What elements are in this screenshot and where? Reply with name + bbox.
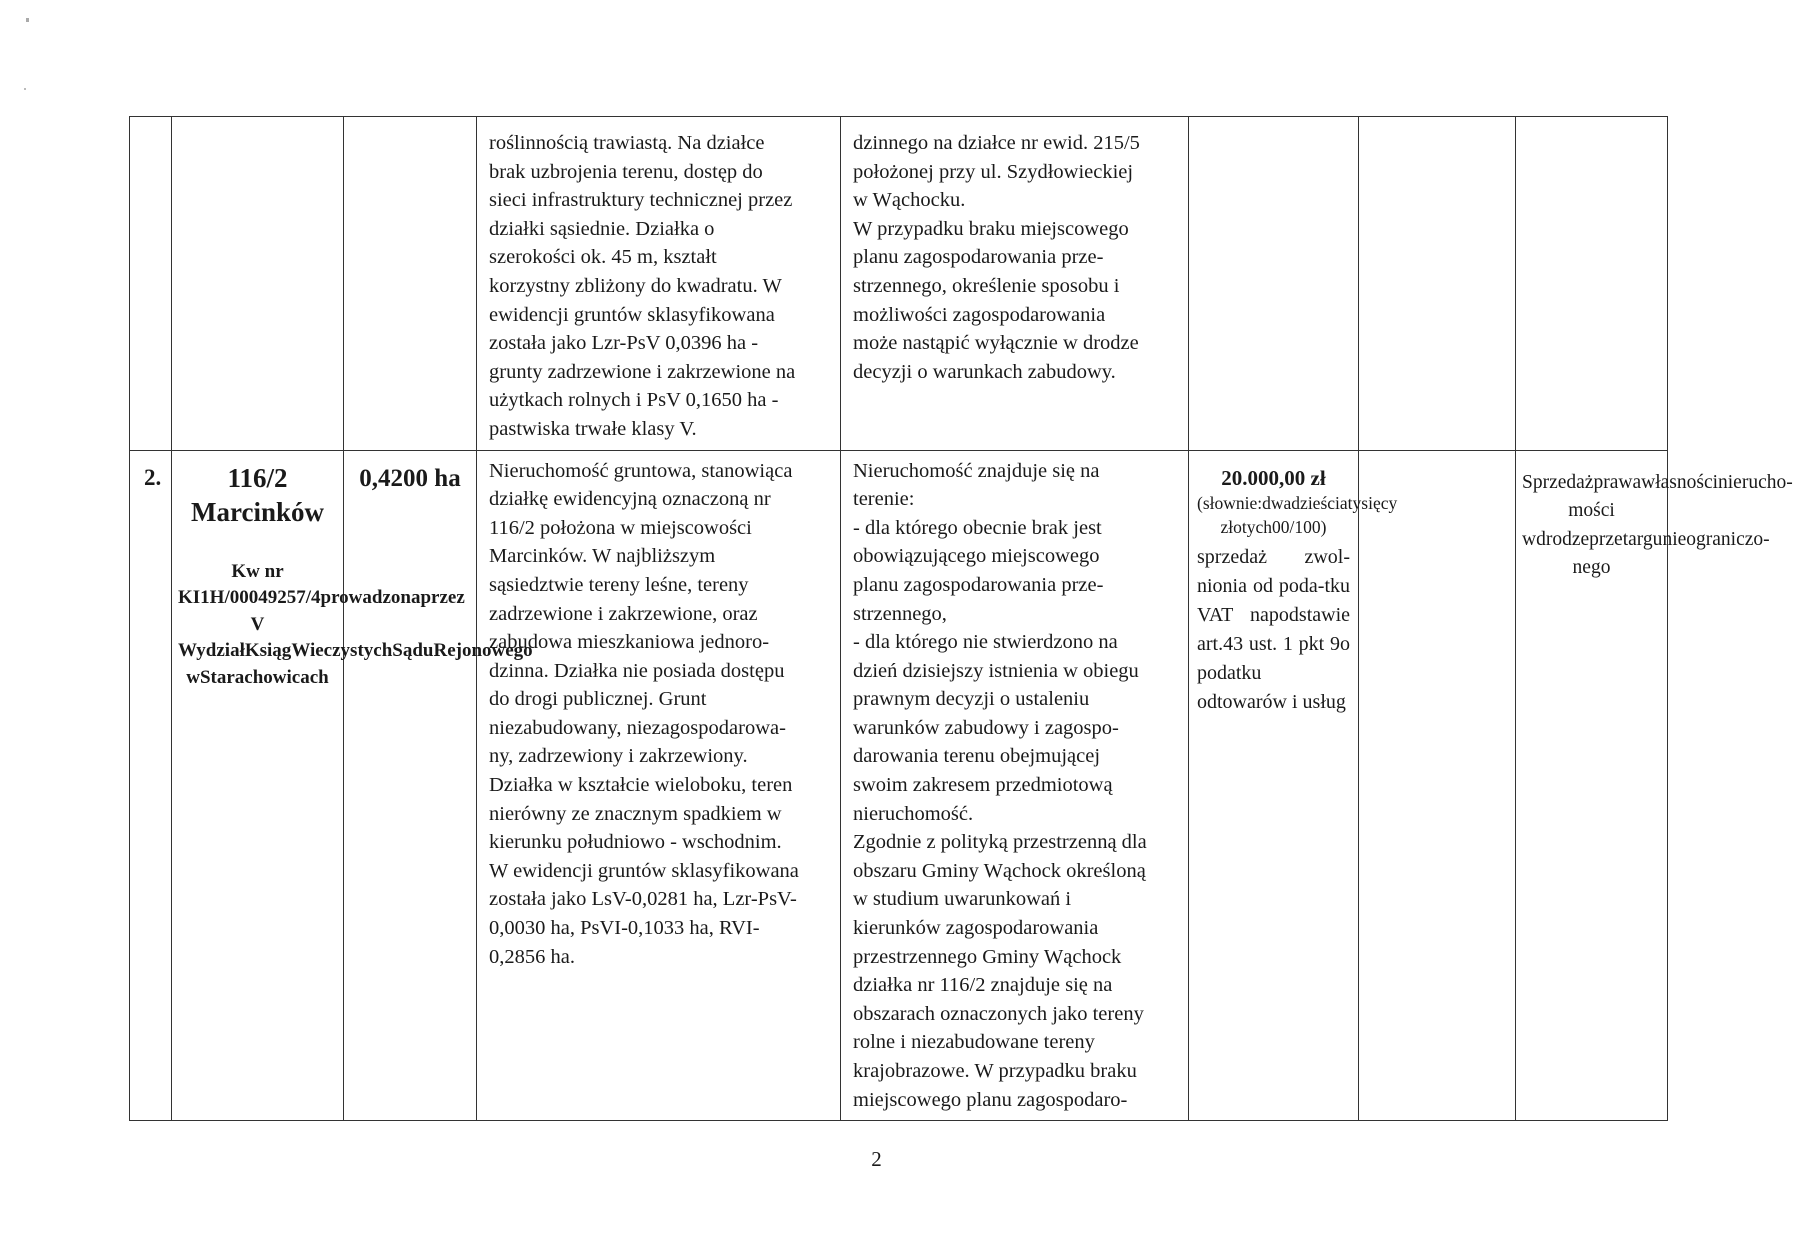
text-line: krajobrazowe. W przypadku braku [853, 1060, 1137, 1082]
scan-artifact [24, 88, 26, 90]
text-line: 0,0030 ha, PsVI-0,1033 ha, RVI- [489, 917, 760, 940]
text-line: Rejonowego w [186, 640, 533, 688]
text-line: kierunków zagospodarowania [853, 917, 1099, 940]
text-line: dzinna. Działka nie posiada dostępu [489, 659, 785, 682]
text-line: tysięcy złotych [1220, 492, 1398, 537]
text-line: - dla którego obecnie brak jest [853, 516, 1102, 539]
text-line: decyzji o warunkach zabudowy. [853, 360, 1116, 383]
text-line: nieograniczo- [1662, 528, 1770, 550]
text-line: 43 ust. 1 pkt 9 [1223, 632, 1340, 655]
text-line: Wieczystych [291, 640, 393, 662]
parcel-number: 116/2 [227, 462, 288, 493]
text-line: w studium uwarunkowań i [853, 888, 1072, 911]
text-line: 49257/4 [258, 587, 321, 609]
text-line: mości w [1522, 500, 1615, 550]
text-line: prawnym decyzji o ustaleniu [853, 688, 1090, 711]
text-line: 0,2856 ha. [489, 945, 575, 968]
text-line: darowania terenu obejmującej [853, 745, 1101, 768]
text-line: Nieruchomość znajduje się na [853, 459, 1100, 482]
text-line: w Wąchocku. [853, 189, 966, 212]
text-line: dzień dzisiejszy istnienia w obiegu [853, 659, 1139, 682]
text-line: grunty zadrzewione i zakrzewione na [489, 360, 796, 383]
number-cell [130, 450, 172, 1121]
text-line: może nastąpić wyłącznie w drodze [853, 332, 1139, 355]
text-line: towarów i usług [1217, 690, 1346, 713]
text-line: warunków zabudowy i zagospo- [853, 716, 1119, 739]
text-line: (słownie: [1197, 492, 1263, 513]
text-line: swoim zakresem przedmiotową [853, 774, 1113, 797]
text-line: obszarach oznaczonych jako tereny [853, 1002, 1144, 1025]
scan-artifact [26, 18, 29, 22]
text-line: dwadzieścia [1262, 492, 1348, 513]
text-line: podstawie art. [1197, 603, 1350, 655]
text-line: Sądu [392, 640, 434, 662]
description-text [477, 117, 840, 450]
price-block [1189, 451, 1398, 717]
text-line: dzinnego na działce nr ewid. 215/5 [853, 132, 1140, 154]
price-amount: 20.000,00 zł [1221, 465, 1326, 490]
text-line: możliwości zagospodarowania [853, 303, 1106, 326]
planning-cell [841, 450, 1189, 1121]
text-line: obowiązującego miejscowego [853, 545, 1100, 568]
text-line: działkę ewidencyjną oznaczoną nr [489, 488, 771, 511]
property-table [129, 116, 1793, 1121]
empty-cell [1359, 117, 1516, 451]
price-cell [1189, 117, 1359, 451]
text-line: pastwiska trwałe klasy V. [489, 417, 697, 440]
text-line: działki sąsiednie. Działka o [489, 217, 715, 240]
text-line: przetargu [1589, 528, 1663, 550]
area-cell [344, 117, 477, 451]
text-line: położonej przy ul. Szydłowieckiej [853, 160, 1134, 183]
text-line: rolne i niezabudowane tereny [853, 1031, 1095, 1054]
text-line: została jako Lzr-PsV 0,0396 ha - [489, 332, 759, 355]
price-in-words [1197, 491, 1398, 539]
text-line: planu zagospodarowania prze- [853, 246, 1104, 269]
text-line: Starachowicach [199, 666, 329, 688]
table-row [130, 117, 1668, 451]
text-line: kierunku południowo - wschodnim. [489, 831, 782, 854]
text-line: Marcinków. W najbliższym [489, 545, 716, 568]
table-row [130, 450, 1668, 1121]
text-line: o podatku od [1197, 632, 1350, 713]
text-line: brak uzbrojenia terenu, dostęp do [489, 160, 763, 183]
text-line: obszaru Gminy Wąchock określoną [853, 859, 1146, 882]
number-cell [130, 117, 172, 451]
text-line: nego [1572, 557, 1611, 579]
text-line: nionia od poda- [1197, 574, 1325, 597]
planning-cell [841, 117, 1189, 451]
text-line: Nieruchomość gruntowa, stanowiąca [489, 459, 793, 482]
row-number: 2. [144, 464, 162, 490]
planning-text [841, 117, 1188, 392]
text-line: przestrzennego Gminy Wąchock [853, 945, 1122, 968]
text-line: przez V Wydział [178, 587, 465, 662]
parcel-locality: Marcinków [191, 496, 324, 527]
text-line: strzennego, określenie sposobu i [853, 274, 1120, 297]
text-line: Działka w kształcie wieloboku, teren [489, 774, 793, 797]
text-line: 00/100) [1272, 516, 1327, 537]
text-line: drodze [1536, 528, 1590, 550]
text-line: sąsiedztwie tereny leśne, tereny [489, 573, 749, 596]
text-line: zadrzewione i zakrzewione, oraz [489, 602, 758, 625]
text-line: zabudowa mieszkaniowa jednoro- [489, 631, 770, 654]
text-line: Zgodnie z polityką przestrzenną dla [853, 831, 1147, 854]
text-line: działka nr 116/2 znajduje się na [853, 974, 1113, 997]
text-line: została jako LsV-0,0281 ha, Lzr-PsV- [489, 888, 797, 911]
parcel-cell [172, 117, 344, 451]
text-line: nieruchomość. [853, 802, 974, 825]
text-line: strzennego, [853, 602, 947, 625]
description-cell [477, 450, 841, 1121]
text-line: W przypadku braku miejscowego [853, 217, 1129, 240]
price-cell [1189, 450, 1398, 1121]
text-line: korzystny zbliżony do kwadratu. W [489, 274, 782, 297]
text-line: do drogi publicznej. Grunt [489, 688, 707, 711]
area-cell [344, 450, 477, 1121]
page-number: 2 [871, 1147, 882, 1171]
text-line: Ksiąg [244, 640, 292, 662]
text-line: sieci infrastruktury technicznej przez [489, 189, 793, 212]
text-line: prowadzona [320, 587, 421, 609]
text-line: Kw nr KI1H/000 [178, 560, 284, 609]
text-line: roślinnością trawiastą. Na działce [489, 132, 765, 154]
description-cell [477, 117, 841, 451]
text-line: Sprzedaż [1522, 471, 1594, 493]
empty-cell [1359, 450, 1516, 1121]
form-cell [1516, 450, 1793, 1121]
form-cell [1516, 117, 1668, 451]
text-line: nierucho- [1718, 471, 1793, 493]
planning-text [841, 451, 1188, 1121]
text-line: miejscowego planu zagospodaro- [853, 1088, 1128, 1111]
text-line: ewidencji gruntów sklasyfikowana [489, 303, 775, 326]
text-line: użytkach rolnych i PsV 0,1650 ha - [489, 389, 779, 412]
description-text [477, 451, 840, 978]
text-line: szerokości ok. 45 m, kształt [489, 246, 717, 269]
text-line: - dla którego nie stwierdzono na [853, 631, 1118, 654]
text-line: niezabudowany, niezagospodarowa- [489, 716, 786, 739]
vat-note [1197, 539, 1350, 717]
sale-form [1516, 451, 1793, 583]
text-line: tku VAT na [1197, 574, 1350, 626]
text-line: ny, zadrzewiony i zakrzewiony. [489, 745, 748, 768]
text-line: sprzedaż zwol- [1197, 545, 1350, 568]
parcel-area: 0,4200 ha [359, 464, 461, 492]
land-register-info [172, 529, 533, 692]
text-line: prawa [1593, 471, 1642, 493]
text-line: W ewidencji gruntów sklasyfikowana [489, 859, 799, 882]
text-line: własności [1641, 471, 1719, 493]
text-line: 116/2 położona w miejscowości [489, 516, 752, 539]
text-line: nierówny ze znacznym spadkiem w [489, 802, 782, 825]
text-line: planu zagospodarowania prze- [853, 573, 1104, 596]
text-line: terenie: [853, 488, 915, 511]
